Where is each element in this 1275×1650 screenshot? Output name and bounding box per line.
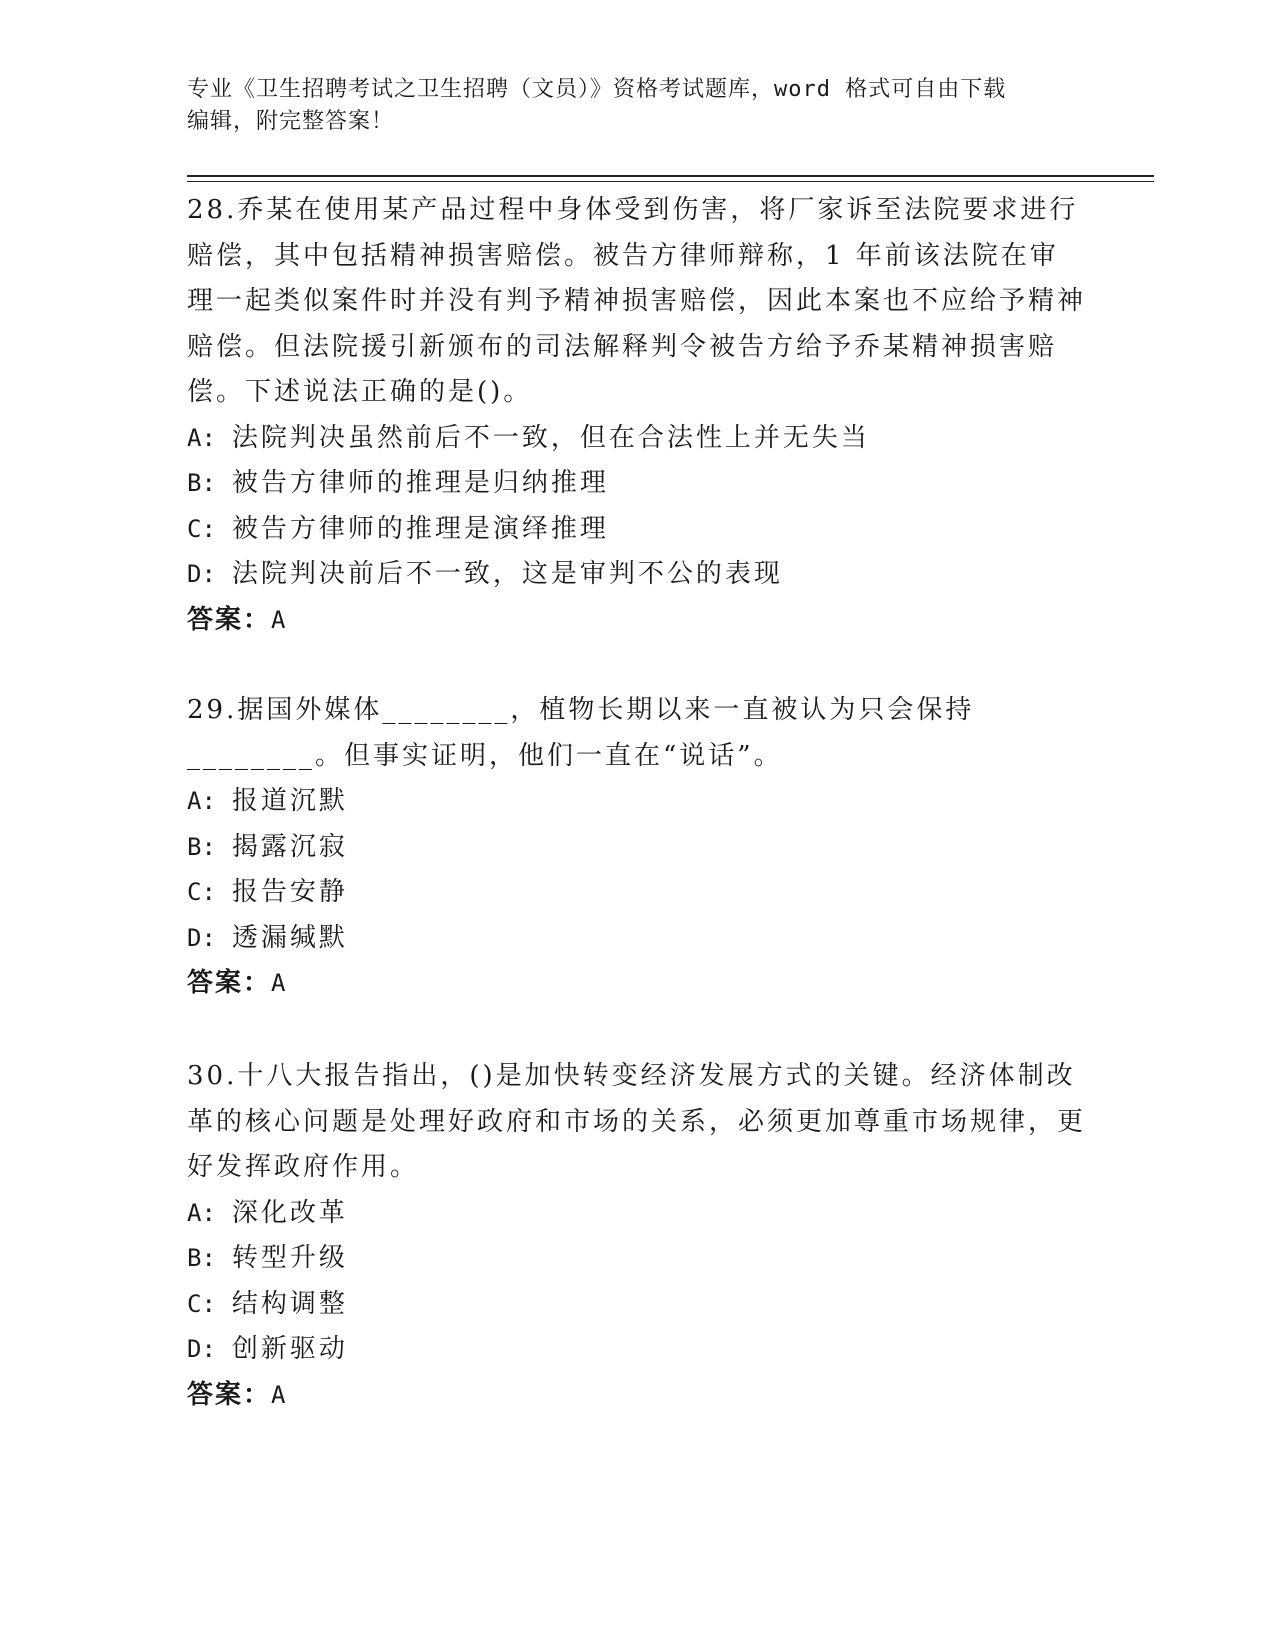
option-letter: D bbox=[187, 560, 202, 588]
option-text: 被告方律师的推理是归纳推理 bbox=[231, 468, 609, 498]
option-letter: B bbox=[187, 469, 202, 497]
option-letter: B bbox=[187, 832, 202, 861]
option-c: C: 结构调整 bbox=[187, 1288, 348, 1319]
answer-line bbox=[187, 598, 1087, 644]
answer-label: 答案： bbox=[187, 604, 272, 635]
option-d: D: 创新驱动 bbox=[187, 1334, 348, 1364]
option-text: 转型升级 bbox=[231, 1243, 348, 1273]
option-letter: C bbox=[187, 878, 202, 906]
question-29 bbox=[187, 688, 1087, 1007]
option-text: 结构调整 bbox=[231, 1288, 348, 1319]
question-stem: 28.乔某在使用某产品过程中身体受到伤害，将厂家诉至法院要求进行赔偿，其中包括精神损害赔偿。被告方律师辩称，1 年前该法院在审理一起类似案件时并没有判予精神损害赔偿，因此本案也不应给予精神赔偿。但法院援引新颁布的司法解释判令被告方给予乔某精神损害赔偿。下述说法正确的是()。 bbox=[187, 195, 1087, 407]
header-line-1: 专业《卫生招聘考试之卫生招聘（文员）》资格考试题库，word 格式可自由下载 bbox=[187, 77, 1007, 102]
option-letter: C bbox=[187, 514, 202, 543]
question-30 bbox=[187, 1054, 1087, 1418]
option-text: 创新驱动 bbox=[231, 1334, 348, 1364]
option-letter: A bbox=[187, 787, 202, 815]
question-28 bbox=[187, 188, 1087, 643]
answer-value: A bbox=[271, 605, 288, 634]
option-c: C: 被告方律师的推理是演绎推理 bbox=[187, 513, 609, 544]
option-a: A: 报道沉默 bbox=[187, 786, 348, 816]
document-header bbox=[187, 74, 1087, 138]
option-d: D: 透漏缄默 bbox=[187, 922, 348, 953]
option-d: D: 法院判决前后不一致，这是审判不公的表现 bbox=[187, 559, 783, 589]
option-text: 深化改革 bbox=[231, 1197, 348, 1228]
option-text: 法院判决前后不一致，这是审判不公的表现 bbox=[231, 559, 783, 589]
option-letter: A bbox=[187, 1198, 202, 1227]
option-letter: A bbox=[187, 423, 202, 452]
header-divider-thin bbox=[187, 181, 1154, 182]
answer-label: 答案： bbox=[187, 1379, 272, 1410]
answer-value: A bbox=[271, 969, 288, 997]
option-c: C: 报告安静 bbox=[187, 877, 348, 907]
option-text: 被告方律师的推理是演绎推理 bbox=[231, 513, 609, 544]
header-divider-thick bbox=[187, 175, 1154, 177]
header-line-2: 编辑，附完整答案！ bbox=[187, 109, 395, 134]
option-letter: D bbox=[187, 923, 202, 952]
option-text: 报道沉默 bbox=[231, 786, 348, 816]
option-b: B: 揭露沉寂 bbox=[187, 831, 348, 862]
option-b: B: 转型升级 bbox=[187, 1243, 348, 1273]
option-letter: C bbox=[187, 1289, 202, 1318]
option-letter: D bbox=[187, 1335, 202, 1363]
option-b: B: 被告方律师的推理是归纳推理 bbox=[187, 468, 609, 498]
option-text: 法院判决虽然前后不一致，但在合法性上并无失当 bbox=[231, 422, 870, 453]
answer-line bbox=[187, 961, 1087, 1007]
answer-line bbox=[187, 1373, 1087, 1419]
answer-value: A bbox=[271, 1380, 288, 1409]
option-text: 透漏缄默 bbox=[231, 922, 348, 953]
question-stem: 30.十八大报告指出，()是加快转变经济发展方式的关键。经济体制改革的核心问题是处理好政府和市场的关系，必须更加尊重市场规律，更好发挥政府作用。 bbox=[187, 1061, 1087, 1182]
option-text: 报告安静 bbox=[231, 877, 348, 907]
answer-label: 答案： bbox=[187, 968, 272, 998]
option-letter: B bbox=[187, 1244, 202, 1272]
option-text: 揭露沉寂 bbox=[231, 831, 348, 862]
option-a: A: 法院判决虽然前后不一致，但在合法性上并无失当 bbox=[187, 422, 870, 453]
question-stem: 29.据国外媒体________，植物长期以来一直被认为只会保持________。但事实证明，他们一直在“说话”。 bbox=[187, 695, 975, 771]
option-a: A: 深化改革 bbox=[187, 1197, 348, 1228]
